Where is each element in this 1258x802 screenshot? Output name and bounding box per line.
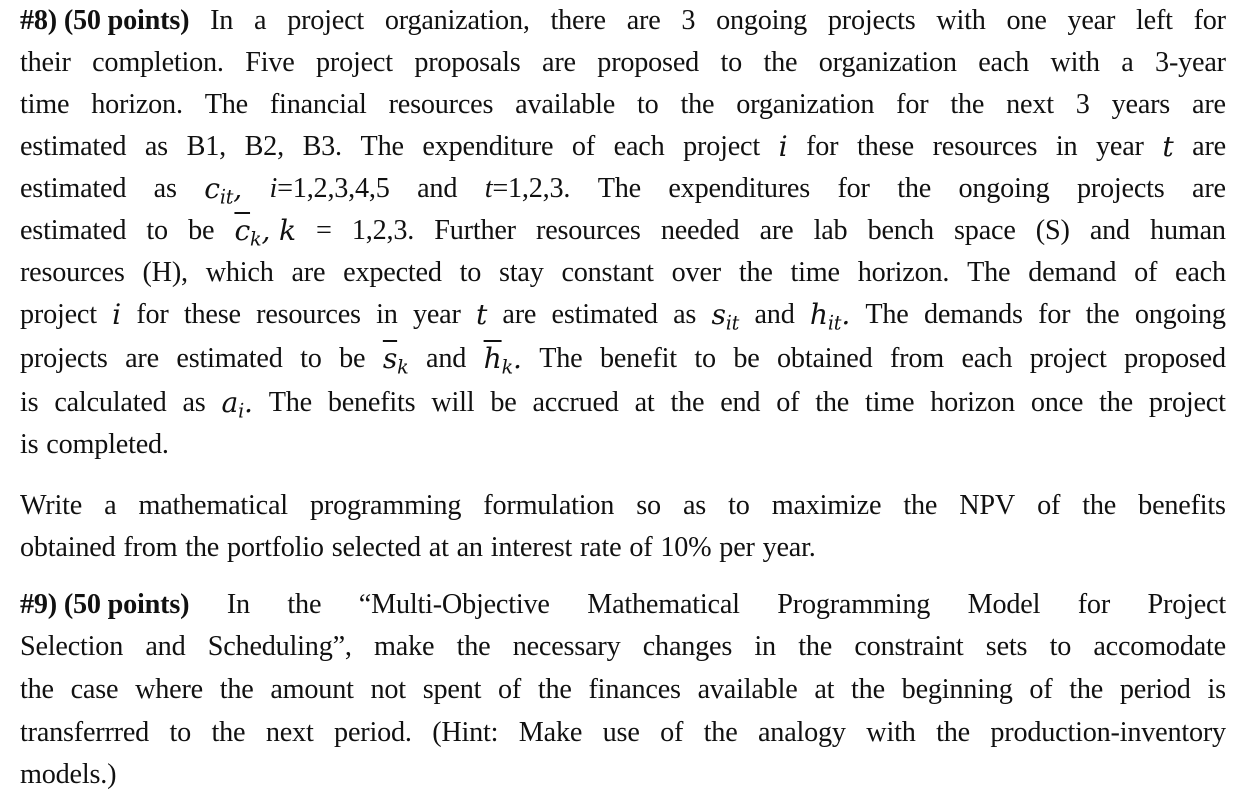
text-line: estimated as B1, B2, B3. The expenditure of each project i for these resources in year t are bbox=[20, 130, 1226, 163]
question-points: (50 points) bbox=[63, 589, 190, 620]
text-line: models.) bbox=[20, 759, 117, 790]
text-line: resources (H), which are expected to stay constant over the time horizon. The demand of each bbox=[20, 257, 1226, 288]
text-line: estimated to be $\overline{c}_k$, k = 1,2,3. Further resources needed are lab bench space (S) and human bbox=[20, 214, 1226, 251]
text-line: project i for these resources in year t are estimated as $s_{it}$ and $h_{it}$. The demands for the ongoing bbox=[20, 298, 1226, 335]
text-line: obtained from the portfolio selected at an interest rate of 10% per year. bbox=[20, 532, 816, 563]
text-line: the case where the amount not spent of the finances available at the beginning of the period is bbox=[20, 674, 1226, 705]
text-line: is calculated as $a_i$. The benefits will be accrued at the end of the time horizon once the project bbox=[20, 386, 1226, 423]
question-number: #9) bbox=[20, 589, 57, 620]
text-line: time horizon. The financial resources available to the organization for the next 3 years are bbox=[20, 89, 1226, 120]
text-line: their completion. Five project proposals are proposed to the organization each with a 3-year bbox=[20, 47, 1226, 78]
question-points: (50 points) bbox=[63, 5, 190, 36]
text-line: transferrred to the next period. (Hint: Make use of the analogy with the production-inventory bbox=[20, 717, 1226, 748]
text-line: Write a mathematical programming formulation so as to maximize the NPV of the benefits bbox=[20, 490, 1226, 521]
text-line: #9) (50 points) In the “Multi-Objective Mathematical Programming Model for Project bbox=[20, 589, 1226, 620]
text-line: is completed. bbox=[20, 429, 169, 460]
text-line: #8) (50 points) In a project organization, there are 3 ongoing projects with one year left for bbox=[20, 5, 1226, 36]
text-line: estimated as $c_{it}$, i=1,2,3,4,5 and t=1,2,3. The expenditures for the ongoing projects are bbox=[20, 172, 1226, 209]
text-line: Selection and Scheduling”, make the necessary changes in the constraint sets to accomodate bbox=[20, 631, 1226, 662]
text-line: projects are estimated to be $\overline{s}_k$ and $\overline{h}_k$. The benefit to be obtained from each project proposed bbox=[20, 342, 1226, 379]
question-number: #8) bbox=[20, 5, 57, 36]
